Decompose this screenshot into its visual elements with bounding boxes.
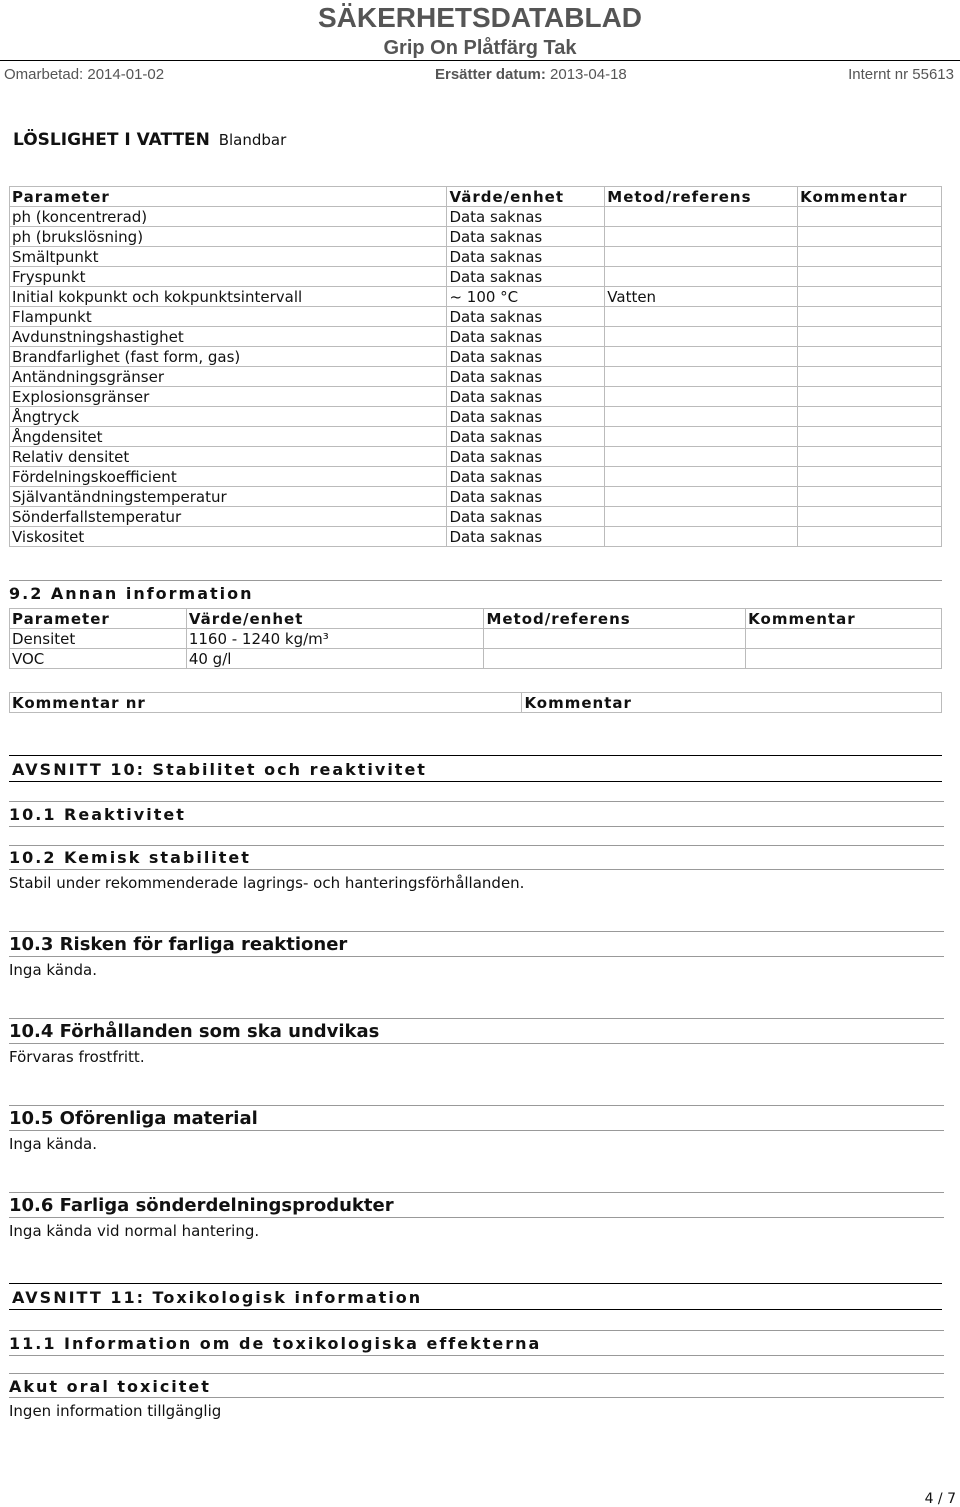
cell: Data saknas [447,247,605,267]
cell: Data saknas [447,487,605,507]
cell: Data saknas [447,467,605,487]
col-header: Kommentar [798,187,942,207]
cell: Data saknas [447,387,605,407]
cell [605,507,798,527]
cell: Smältpunkt [10,247,447,267]
cell: Vatten [605,287,798,307]
cell [798,447,942,467]
col-header: Kommentar nr [10,693,522,713]
divider [9,580,942,581]
page-number: 4 / 7 [924,1491,956,1507]
section10-2-text: Stabil under rekommenderade lagrings- och hanteringsförhållanden. [9,874,525,892]
section10-heading: AVSNITT 10: Stabilitet och reaktivitet [12,760,427,779]
section-divider [9,1283,942,1284]
header-divider [0,60,960,61]
cell: Fördelningskoefficient [10,467,447,487]
solubility [13,130,286,150]
cell [746,649,942,669]
cell [798,387,942,407]
cell: Data saknas [447,347,605,367]
divider [9,1330,944,1331]
cell [798,307,942,327]
divider [9,1130,944,1131]
table-row [10,407,942,427]
cell [605,327,798,347]
cell: Flampunkt [10,307,447,327]
section10-5-title: 10.5 Oförenliga material [9,1108,258,1129]
table-row [10,487,942,507]
cell: Avdunstningshastighet [10,327,447,347]
divider [9,1105,944,1106]
cell [798,287,942,307]
properties-table [9,186,942,547]
cell [605,487,798,507]
col-header: Kommentar [746,609,942,629]
cell: Självantändningstemperatur [10,487,447,507]
cell: Sönderfallstemperatur [10,507,447,527]
cell [746,629,942,649]
cell [798,327,942,347]
cell [798,467,942,487]
cell [605,407,798,427]
cell: Initial kokpunkt och kokpunktsintervall [10,287,447,307]
section-divider [9,1309,942,1310]
section11-1-title: 11.1 Information om de toxikologiska effekterna [9,1334,542,1353]
cell: Data saknas [447,447,605,467]
table-row [10,649,942,669]
col-header: Metod/referens [484,609,746,629]
cell: Antändningsgränser [10,367,447,387]
cell: ph (koncentrerad) [10,207,447,227]
cell: VOC [10,649,187,669]
revised-date: Omarbetad: 2014-01-02 [4,66,165,83]
col-header: Kommentar [522,693,942,713]
cell: Viskositet [10,527,447,547]
table-row [10,207,942,227]
table-row [10,527,942,547]
divider [9,1192,944,1193]
divider [9,1018,944,1019]
divider [9,845,944,846]
cell: 1160 - 1240 kg/m³ [186,629,484,649]
cell [798,427,942,447]
section10-4-title: 10.4 Förhållanden som ska undvikas [9,1021,380,1042]
document-title: SÄKERHETSDATABLAD [317,2,643,33]
table-row [10,267,942,287]
acute-oral-text: Ingen information tillgänglig [9,1402,222,1420]
cell [798,507,942,527]
replaces-value: 2013-04-18 [550,66,627,83]
cell [605,247,798,267]
table-row [10,327,942,347]
cell [605,227,798,247]
cell: Data saknas [447,207,605,227]
cell [798,407,942,427]
product-name: Grip On Plåtfärg Tak [383,37,577,59]
section10-3-title: 10.3 Risken för farliga reaktioner [9,934,348,955]
cell [605,367,798,387]
cell: Data saknas [447,507,605,527]
other-info-header-row [10,609,942,629]
cell [605,447,798,467]
divider [9,869,944,870]
cell: Data saknas [447,227,605,247]
cell: ph (brukslösning) [10,227,447,247]
divider [9,931,944,932]
cell: Densitet [10,629,187,649]
replaces-date [435,66,627,83]
table-row [10,507,942,527]
solubility-label: LÖSLIGHET I VATTEN [13,130,210,150]
comment-header-row [10,693,942,713]
cell: Fryspunkt [10,267,447,287]
table-row [10,227,942,247]
cell [605,347,798,367]
table-row [10,427,942,447]
col-header: Parameter [10,609,187,629]
cell: Relativ densitet [10,447,447,467]
table-row [10,629,942,649]
divider [9,1217,944,1218]
other-info-heading: 9.2 Annan information [9,584,254,603]
acute-oral-title: Akut oral toxicitet [9,1377,211,1396]
section-divider [9,755,942,756]
cell: Data saknas [447,267,605,287]
divider [9,1373,944,1374]
solubility-value: Blandbar [218,131,287,149]
divider [9,956,944,957]
cell [605,527,798,547]
cell: Data saknas [447,307,605,327]
table-row [10,367,942,387]
col-header: Metod/referens [605,187,798,207]
section10-5-text: Inga kända. [9,1135,98,1153]
cell [798,227,942,247]
cell: Ångtryck [10,407,447,427]
table-row [10,447,942,467]
cell: Data saknas [447,527,605,547]
cell: Data saknas [447,327,605,347]
cell [605,207,798,227]
cell [798,367,942,387]
table-row [10,287,942,307]
cell [798,247,942,267]
divider [9,1043,944,1044]
table-row [10,247,942,267]
internal-number: Internt nr 55613 [848,66,954,83]
col-header: Värde/enhet [447,187,605,207]
section10-1-title: 10.1 Reaktivitet [9,805,186,824]
cell: Explosionsgränser [10,387,447,407]
cell [798,527,942,547]
cell [798,347,942,367]
col-header: Värde/enhet [186,609,484,629]
section11-heading: AVSNITT 11: Toxikologisk information [12,1288,423,1307]
table-row [10,347,942,367]
other-info-table [9,608,942,669]
cell [484,649,746,669]
section10-4-text: Förvaras frostfritt. [9,1048,145,1066]
col-header: Parameter [10,187,447,207]
cell [605,427,798,447]
table-row [10,467,942,487]
properties-header-row [10,187,942,207]
cell: Brandfarlighet (fast form, gas) [10,347,447,367]
cell [605,307,798,327]
cell: Ångdensitet [10,427,447,447]
section-divider [9,781,942,782]
cell [798,207,942,227]
divider [9,826,944,827]
table-row [10,307,942,327]
cell [605,387,798,407]
cell [484,629,746,649]
cell: Data saknas [447,407,605,427]
cell: Data saknas [447,367,605,387]
replaces-label: Ersätter datum: [435,66,546,83]
cell: ~ 100 °C [447,287,605,307]
table-row [10,387,942,407]
cell [605,267,798,287]
cell: Data saknas [447,427,605,447]
cell [798,267,942,287]
cell [798,487,942,507]
comment-table [9,692,942,713]
divider [9,1355,944,1356]
cell: 40 g/l [186,649,484,669]
divider [9,1397,944,1398]
section10-6-title: 10.6 Farliga sönderdelningsprodukter [9,1195,394,1216]
divider [9,801,944,802]
section10-6-text: Inga kända vid normal hantering. [9,1222,260,1240]
section10-3-text: Inga kända. [9,961,98,979]
cell [605,467,798,487]
section10-2-title: 10.2 Kemisk stabilitet [9,848,251,867]
